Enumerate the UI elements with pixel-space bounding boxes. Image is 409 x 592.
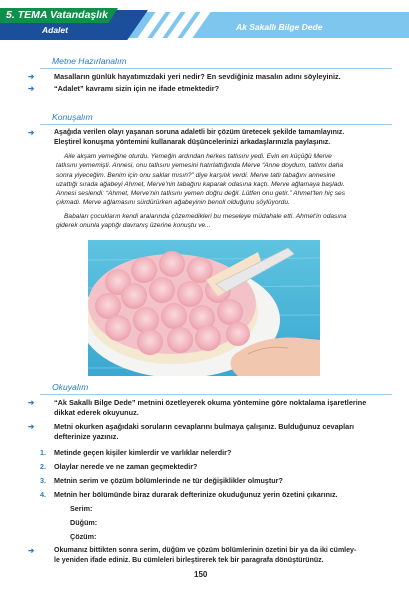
bullet-item: ➔ Metni okurken aşağıdaki soruların cevaplarını bulmaya çalışınız. Bulduğunuz cevapları defterinize yazınız. [28, 422, 355, 441]
bullet-item: ➔ Okumanız bittikten sonra serim, düğüm ve çözüm bölümlerinin özetini bir ya da iki cümley- le yeniden ifade ediniz. Bu cümleleri birleştirerek tek bir paragrafa dönüştürünüz. [28, 546, 357, 564]
page-number: 150 [194, 570, 208, 579]
arrow-icon: ➔ [28, 72, 35, 81]
arrow-icon: ➔ [28, 84, 35, 93]
section-divider [40, 394, 392, 395]
section-heading-okuyalim: Okuyalım [52, 382, 89, 392]
arrow-icon: ➔ [28, 398, 35, 407]
question-item: 2. Olaylar nerede ve ne zaman geçmektedir? [40, 462, 198, 471]
bullet-item: ➔ “Ak Sakallı Bilge Dede” metnini özetleyerek okuma yöntemine göre noktalama işaretlerine dikkat ederek okuyunuz. [28, 398, 367, 417]
question-item: 4. Metnin her bölümünde biraz durarak defterinize okuduğunuz yerin özetini çıkarınız. [40, 490, 338, 499]
story-paragraph-continued: Babaları çocukların kendi aralarında çözemedikleri bu meseleye müdahale etti. Ahmet'in odasına giderek onunla yaptığı davranış üzerine konuştu ve... [56, 213, 347, 230]
section-divider [40, 68, 392, 69]
arrow-icon: ➔ [28, 128, 35, 137]
story-paragraph: Aile akşam yemeğine oturdu. Yemeğin ardından herkes tatlısını yedi. Evin en küçüğü Merve tatlısını yememişti. Annesi, onu tatlısını yemesini hatırlattığında Merve “Anne doydum, tatlımı daha sonra yiyeceğim. Benim için onu saklar mısın?” diye karşılık verdi. Merve tatlı tabağını annesine uzattığı sırada ağabeyi Ahmet, Merve'nin tabağını kaparak odasına kaçtı. Merve ağlamaya başladı. Annesi seslendi: “Ahmet, Merve'nin tatlısını yemen doğru değil. Lütfen onu getir.” Ahmet'ten hiç ses çıkmadı. Merve ağlamasını sürdürürken ağabeyinin benoll olduğunu söylüyordu. [56, 153, 346, 207]
story-title: Ak Sakallı Bilge Dede [236, 22, 323, 32]
field-cozum: Çözüm: [70, 532, 97, 541]
page-header [0, 0, 409, 40]
bullet-item: ➔ “Adalet” kavramı sizin için ne ifade etmektedir? [28, 84, 220, 93]
bullet-item: ➔ Masalların günlük hayatımızdaki yeri nedir? En sevdiğiniz masalın adını söyleyiniz. [28, 72, 341, 81]
section-divider [40, 124, 392, 125]
field-serim: Serim: [70, 504, 93, 513]
section-heading-konusalim: Konuşalım [52, 112, 93, 122]
arrow-icon: ➔ [28, 422, 35, 431]
theme-subtitle: Adalet [42, 25, 68, 35]
question-item: 1. Metinde geçen kişiler kimlerdir ve varlıklar nelerdir? [40, 448, 232, 457]
field-dugum: Düğüm: [70, 518, 98, 527]
section-heading-metne: Metne Hazırlanalım [52, 56, 127, 66]
cake-photo [88, 240, 320, 376]
bullet-item: ➔ Aşağıda verilen olayı yaşanan soruna adaletli bir çözüm üretecek şekilde tamamlayınız. Eleştirel konuşma yöntemini kullanarak düşüncelerinizi arkadaşlarınızla paylaşınız. [28, 128, 345, 146]
arrow-icon: ➔ [28, 546, 35, 555]
theme-title: 5. TEMA Vatandaşlık [6, 9, 108, 21]
question-item: 3. Metnin serim ve çözüm bölümlerinde ne tür değişiklikler olmuştur? [40, 476, 283, 485]
